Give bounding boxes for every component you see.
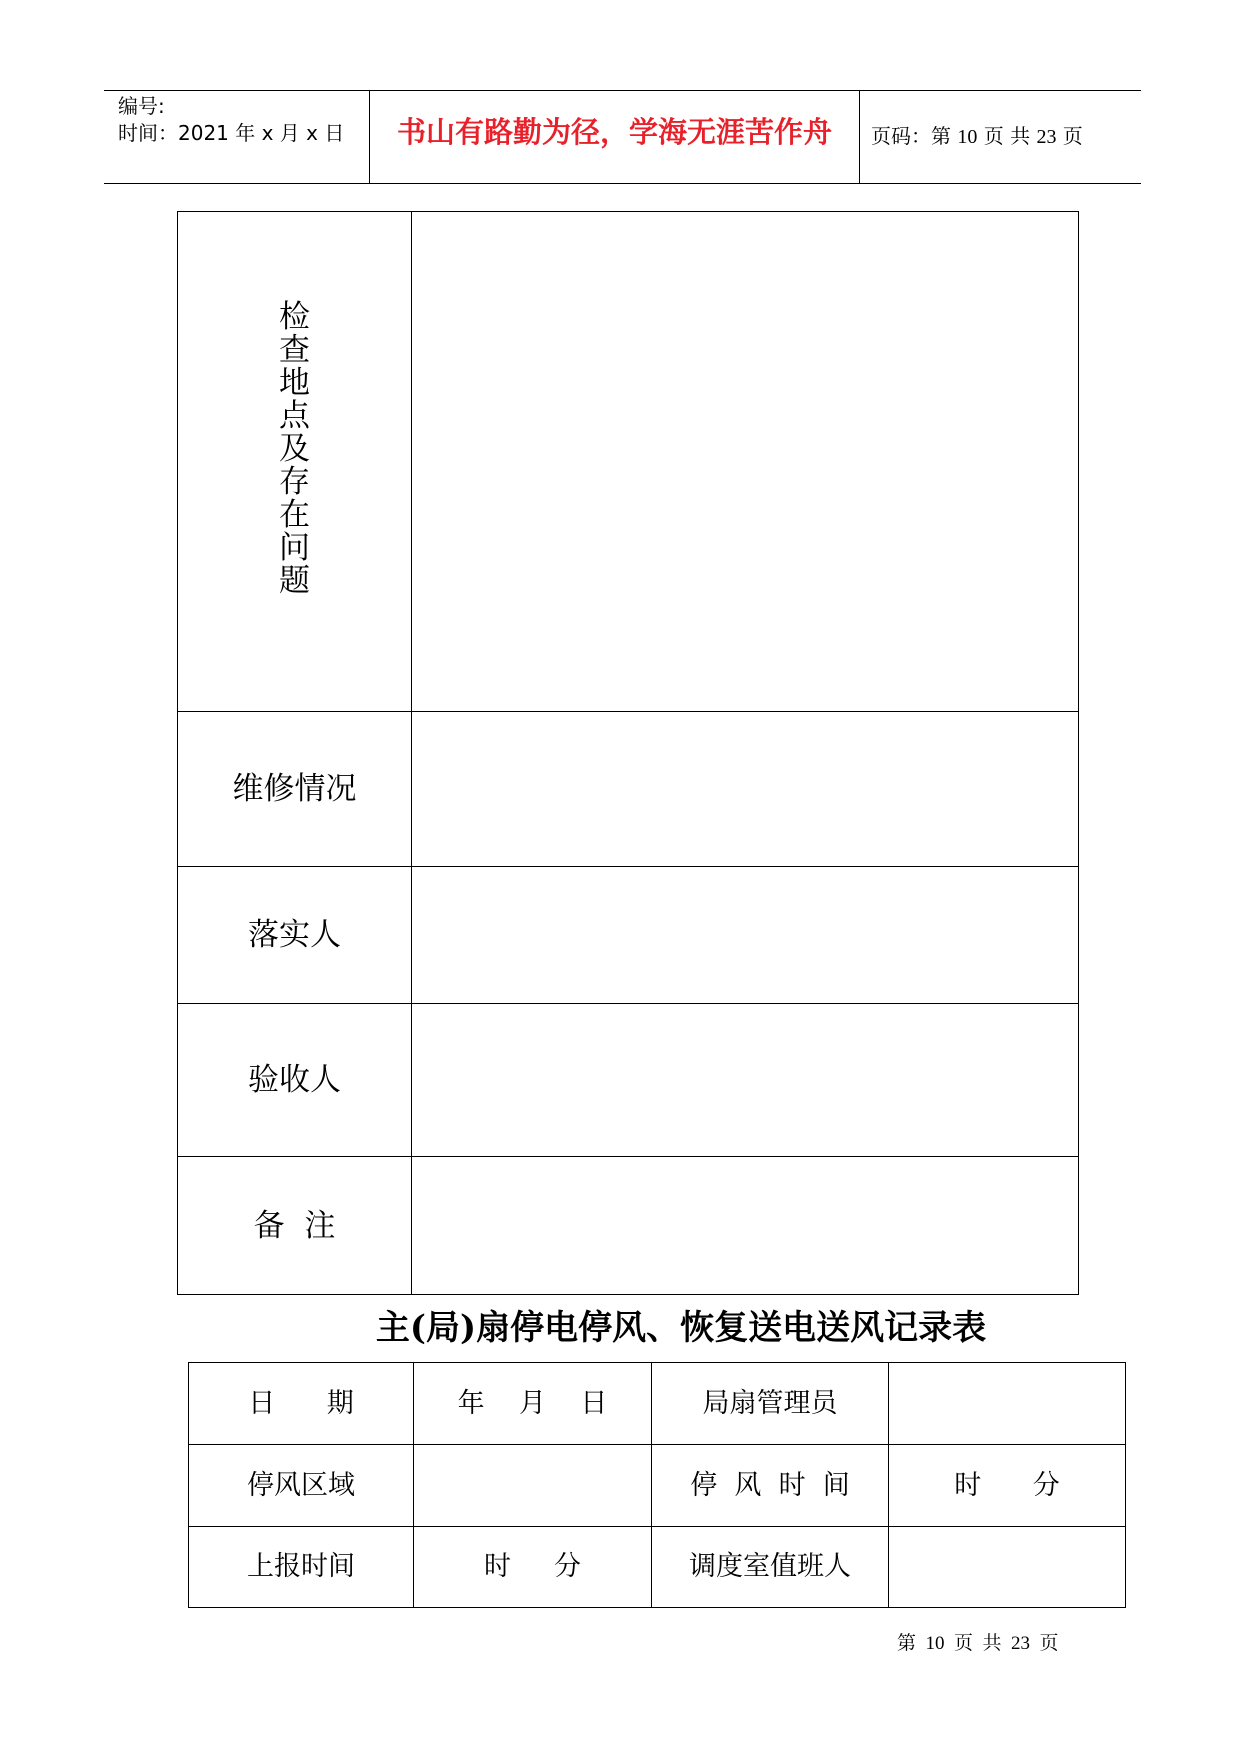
date-value: 年 月 日: [457, 1387, 608, 1419]
outage-time-label: 停 风 时 间: [690, 1469, 850, 1501]
header-top-rule: [104, 90, 1141, 91]
page-footer: 第 10 页 共 23 页: [897, 1633, 1059, 1654]
label-cell: [178, 1157, 412, 1295]
document-number-label: 编号:: [118, 94, 165, 118]
table-row: [189, 1527, 1126, 1608]
label-repair-status: 维修情况: [232, 771, 357, 807]
label-responsible-person: 落实人: [248, 917, 341, 953]
record-table-title: 主(局)扇停电停风、恢复送电送风记录表: [375, 1308, 987, 1348]
label-cell: [178, 212, 412, 712]
table-row: [189, 1445, 1126, 1527]
cell-outage-area-value[interactable]: [414, 1445, 652, 1527]
inspection-table: [177, 211, 1079, 1295]
value-cell-acceptor[interactable]: [412, 1004, 1079, 1157]
page-prefix: 页码：第: [871, 124, 951, 148]
cell-date-label: [189, 1363, 414, 1445]
document-date: 时间：2021 年 x 月 x 日: [118, 121, 345, 145]
dispatcher-label: 调度室值班人: [689, 1551, 851, 1582]
value-cell-inspection[interactable]: [412, 212, 1079, 712]
header-bottom-rule: [104, 183, 1141, 184]
fan-manager-label: 局扇管理员: [702, 1387, 838, 1419]
cell-outage-time-label: [652, 1445, 889, 1527]
table-row: [178, 1004, 1079, 1157]
label-remarks: 备 注: [253, 1207, 336, 1244]
label-cell: [178, 1004, 412, 1157]
record-table: [188, 1362, 1126, 1608]
value-cell-repair[interactable]: [412, 712, 1079, 867]
cell-report-time-value[interactable]: [414, 1527, 652, 1608]
table-row: [189, 1363, 1126, 1445]
page-middle: 页 共: [983, 124, 1031, 148]
cell-dispatcher-label: [652, 1527, 889, 1608]
outage-time-value: 时 分: [954, 1469, 1060, 1501]
label-cell: [178, 867, 412, 1004]
page-current: 10: [957, 126, 978, 148]
report-time-label: 上报时间: [247, 1551, 355, 1582]
label-cell: [178, 712, 412, 867]
value-cell-remarks[interactable]: [412, 1157, 1079, 1295]
label-inspection-location-issues: 检查地点及存在问题: [279, 299, 310, 599]
date-label: 日 期: [248, 1387, 354, 1419]
cell-outage-area-label: [189, 1445, 414, 1527]
header-divider-right: [859, 90, 860, 183]
outage-area-label: 停风区域: [247, 1469, 355, 1501]
report-time-value: 时 分: [484, 1551, 581, 1582]
label-acceptor: 验收人: [248, 1062, 341, 1098]
table-row: [178, 1157, 1079, 1295]
cell-fan-manager-value[interactable]: [889, 1363, 1126, 1445]
cell-date-value[interactable]: [414, 1363, 652, 1445]
page-total: 23: [1036, 126, 1057, 148]
table-row: [178, 712, 1079, 867]
table-row: [178, 867, 1079, 1004]
value-cell-responsible[interactable]: [412, 867, 1079, 1004]
cell-outage-time-value[interactable]: [889, 1445, 1126, 1527]
header-page-info: [871, 124, 1083, 149]
cell-report-time-label: [189, 1527, 414, 1608]
header-motto: 书山有路勤为径，学海无涯苦作舟: [396, 115, 832, 149]
page-suffix: 页: [1062, 124, 1083, 148]
cell-fan-manager-label: [652, 1363, 889, 1445]
table-row: [178, 212, 1079, 712]
cell-dispatcher-value[interactable]: [889, 1527, 1126, 1608]
